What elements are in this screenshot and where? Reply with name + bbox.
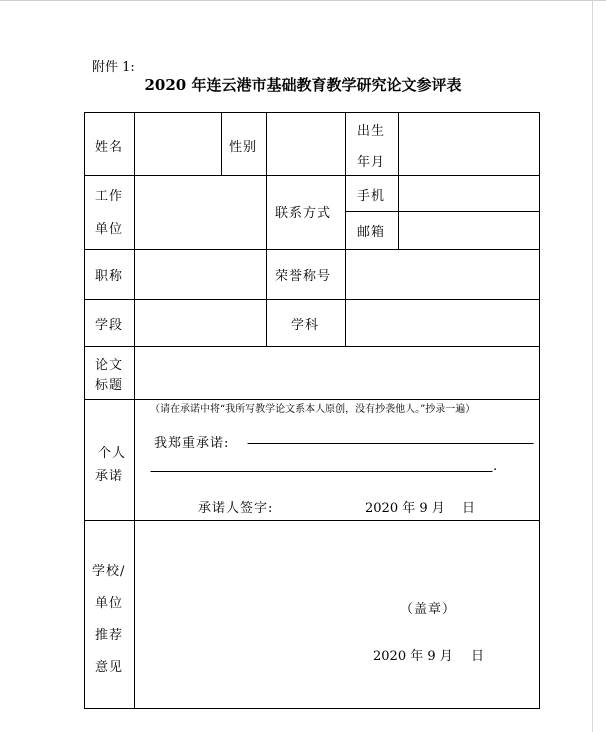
birth-label-line1: 出生 [357, 124, 386, 139]
promise-label-line1: 个人 [98, 446, 127, 461]
work-unit-label-line1: 工作 [95, 189, 124, 204]
seal-label: （盖章） [400, 602, 457, 617]
paper-title-label-line1: 论文 [95, 358, 124, 373]
promise-date: 2020 年 9 月 [365, 501, 445, 516]
title-rank-label: 职称 [95, 269, 124, 284]
promise-day: 日 [462, 501, 477, 516]
gender-label: 性别 [229, 140, 258, 155]
birth-label-line2: 年月 [357, 155, 386, 170]
recommend-label-line2: 单位 [95, 596, 124, 611]
promise-end-mark: . [493, 459, 499, 474]
promise-sign-label: 承诺人签字: [198, 501, 274, 516]
name-label: 姓名 [95, 140, 124, 155]
recommend-day: 日 [471, 649, 486, 664]
phone-label: 手机 [357, 189, 386, 204]
contact-label: 联系方式 [275, 206, 332, 221]
email-label: 邮箱 [357, 225, 386, 240]
subject-label: 学科 [291, 318, 320, 333]
attachment-label: 附件 1: [92, 60, 135, 75]
form-title: 2020 年连云港市基础教育教学研究论文参评表 [144, 76, 462, 94]
promise-lead: 我郑重承诺: [154, 436, 230, 451]
promise-instruction: （请在承诺中将“我所写教学论文系本人原创，没有抄袭他人。”抄录一遍） [150, 404, 476, 415]
recommend-label-line4: 意见 [95, 660, 124, 675]
stage-label: 学段 [95, 318, 124, 333]
promise-label-line2: 承诺 [95, 469, 124, 484]
recommend-date: 2020 年 9 月 [373, 649, 453, 664]
recommend-label-line1: 学校/ [92, 564, 126, 579]
recommend-label-line3: 推荐 [95, 628, 124, 643]
paper-title-label-line2: 标题 [95, 378, 124, 393]
work-unit-label-line2: 单位 [95, 222, 124, 237]
honor-label: 荣誉称号 [275, 269, 332, 284]
